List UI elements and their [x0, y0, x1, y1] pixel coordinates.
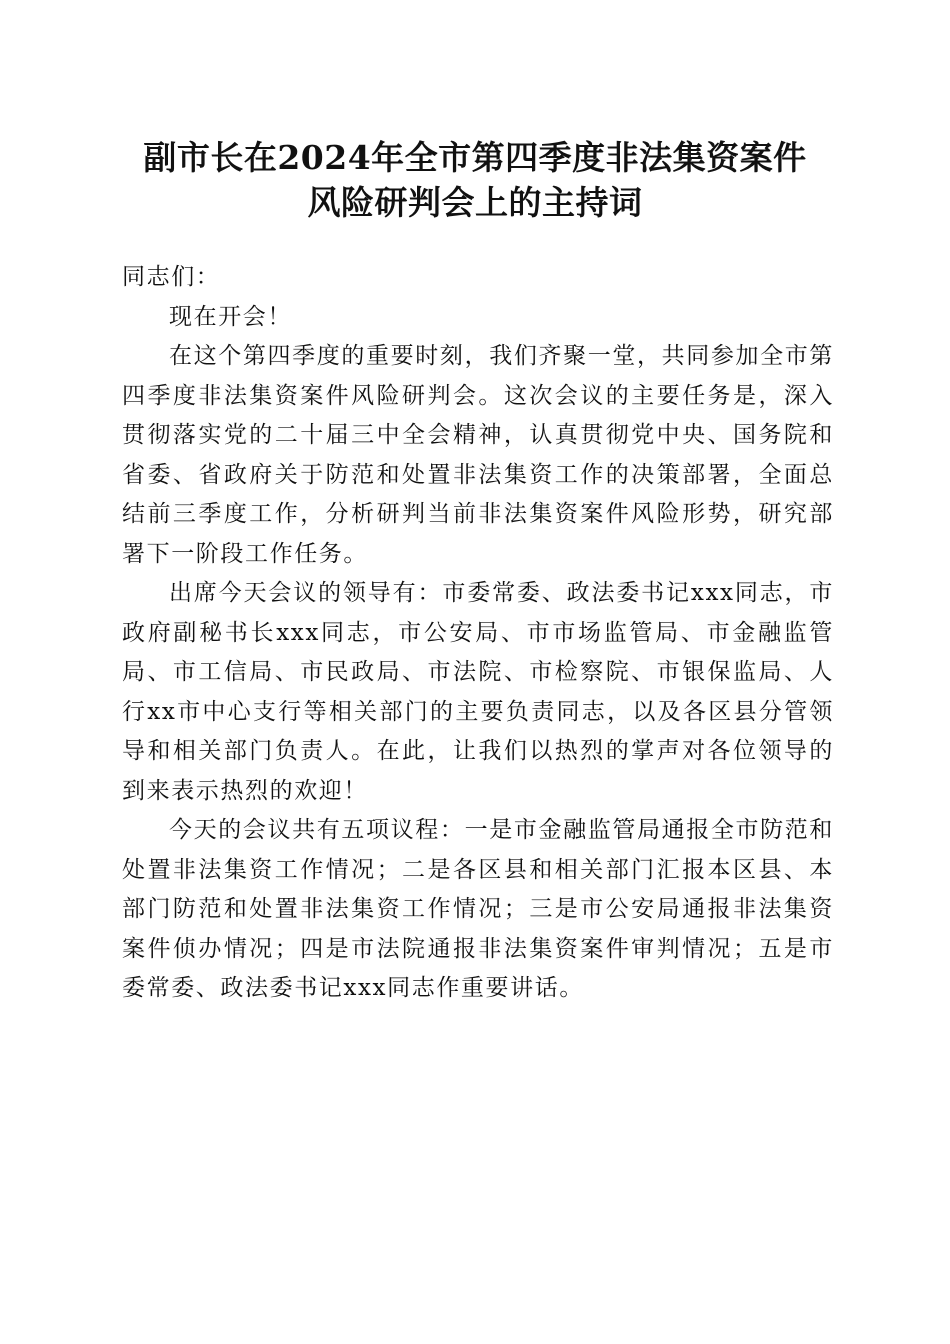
paragraph-agenda: 今天的会议共有五项议程：一是市金融监管局通报全市防范和处置非法集资工作情况；二是各区县和相关部门汇报本区县、本部门防范和处置非法集资工作情况；三是市公安局通报非法集资案件侦办情况；四是市法院通报非法集资案件审判情况；五是市委常委、政法委书记xxx同志作重要讲话。 [122, 817, 834, 1001]
paragraph-meeting-purpose: 在这个第四季度的重要时刻，我们齐聚一堂，共同参加全市第四季度非法集资案件风险研判会。这次会议的主要任务是，深入贯彻落实党的二十届三中全会精神，认真贯彻党中央、国务院和省委、省政府关于防范和处置非法集资工作的决策部署，全面总结前三季度工作，分析研判当前非法集资案件风险形势，研究部署下一阶段工作任务。 [122, 343, 834, 567]
document-title [100, 135, 850, 225]
paragraph-attendees: 出席今天会议的领导有：市委常委、政法委书记xxx同志，市政府副秘书长xxx同志，市公安局、市市场监管局、市金融监管局、市工信局、市民政局、市法院、市检察院、市银保监局、人行xx市中心支行等相关部门的主要负责同志，以及各区县分管领导和相关部门负责人。在此，让我们以热烈的掌声对各位领导的到来表示热烈的欢迎！ [122, 580, 834, 804]
title-line-1: 副市长在2024年全市第四季度非法集资案件 [143, 138, 807, 177]
title-line-2: 风险研判会上的主持词 [307, 183, 643, 222]
salutation: 同志们： [122, 264, 221, 290]
paragraph-opening: 现在开会！ [169, 303, 292, 330]
document-body [122, 258, 834, 1009]
